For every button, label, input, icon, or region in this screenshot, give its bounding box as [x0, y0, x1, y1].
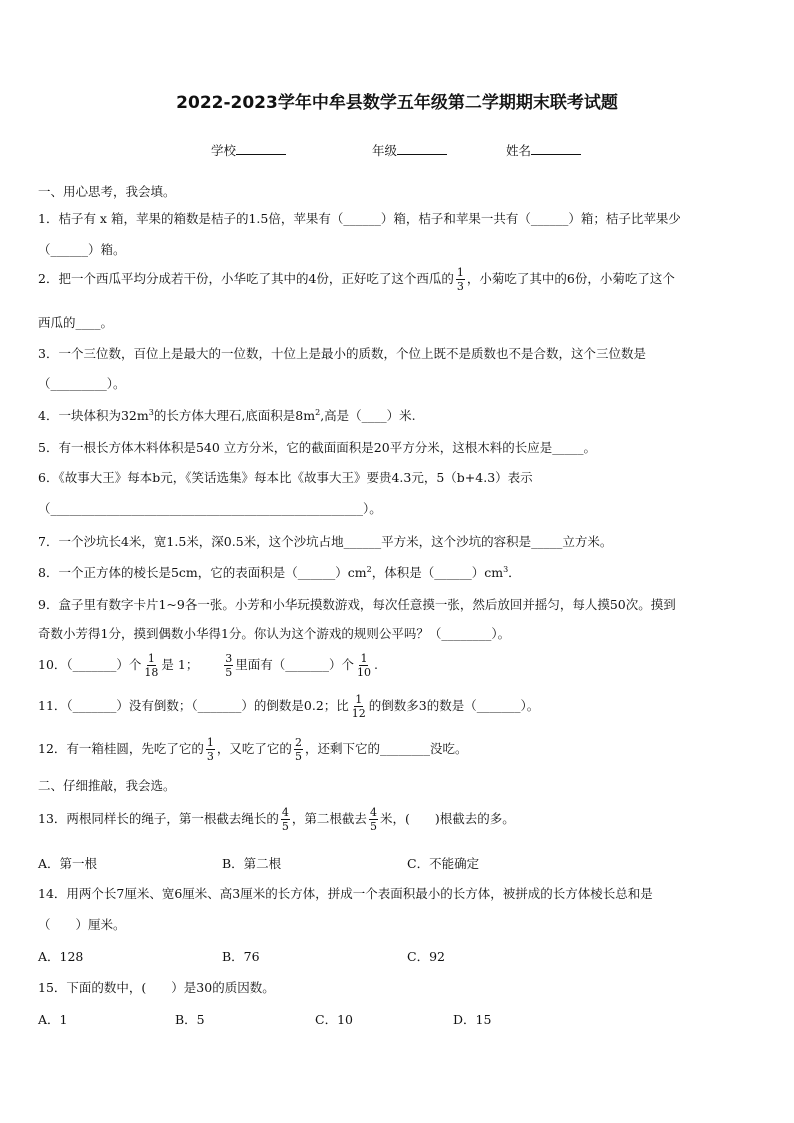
q6-line1: 6．《故事大王》每本b元，《笑话选集》每本比《故事大王》要贵4.3元，5（b+4.3）表示 [38, 470, 533, 485]
q12-line [38, 736, 467, 763]
q10-fraction-2 [224, 652, 233, 679]
grade-blank[interactable] [397, 142, 447, 155]
q13-f1-num: 4 [281, 806, 289, 819]
q10-f3-den: 10 [356, 666, 371, 679]
q8-text-mid: ，体积是（______）cm [371, 565, 504, 580]
name-field [506, 141, 581, 159]
q8-text-pre: 8．一个正方体的棱长是5cm，它的表面积是（______）cm [38, 565, 367, 580]
school-blank[interactable] [236, 142, 286, 155]
q10-line [38, 652, 378, 679]
q4-text-post: ,高是（____）米. [320, 408, 416, 423]
q14-option-c[interactable]: C．92 [407, 949, 445, 964]
q12-text-c: ，还剩下它的________没吃。 [304, 741, 468, 756]
q5-line: 5．有一根长方体木料体积是540 立方分米，它的截面面积是20平方分米，这根木料的长应是_____。 [38, 440, 596, 455]
q11-text-b: 的倒数多3的数是（_______）。 [368, 698, 540, 713]
q10-f1-num: 1 [147, 652, 155, 665]
q12-f2-num: 2 [294, 736, 302, 749]
q4-sup1: 3 [148, 407, 154, 417]
q3-line2: （_________）。 [38, 376, 126, 391]
q14-line2: （ ）厘米。 [38, 917, 126, 932]
q10-f2-num: 3 [225, 652, 233, 665]
q15-line: 15．下面的数中，( ）是30的质因数。 [38, 980, 275, 995]
q2-text-pre: 2．把一个西瓜平均分成若干份，小华吃了其中的4份，正好吃了这个西瓜的 [38, 271, 454, 286]
q13-option-a[interactable]: A．第一根 [38, 856, 98, 871]
grade-field [372, 141, 447, 159]
q12-f1-den: 3 [206, 750, 214, 763]
q14-option-a[interactable]: A．128 [38, 949, 84, 964]
section1-heading: 一、用心思考，我会填。 [38, 184, 176, 199]
q10-text-d: . [373, 657, 378, 672]
q11-line [38, 693, 539, 720]
q13-option-b[interactable]: B．第二根 [222, 856, 282, 871]
name-blank[interactable] [531, 142, 581, 155]
q2-text-post: ，小菊吃了其中的6份，小菊吃了这个 [466, 271, 675, 286]
q13-text-a: 13．两根同样长的绳子，第一根截去绳长的 [38, 811, 279, 826]
q10-f2-den: 5 [225, 666, 233, 679]
q12-text-b: ，又吃了它的 [216, 741, 292, 756]
q2-line1 [38, 266, 675, 293]
name-label: 姓名 [506, 143, 532, 158]
q13-text-b: ，第二根截去 [291, 811, 367, 826]
q14-line1: 14．用两个长7厘米、宽6厘米、高3厘米的长方体，拼成一个表面积最小的长方体，被拼成的长方体棱长总和是 [38, 886, 653, 901]
q2-frac-den: 3 [456, 280, 464, 293]
q10-f1-den: 18 [144, 666, 159, 679]
q15-option-a[interactable]: A．1 [38, 1012, 68, 1027]
q8-text-post: ． [508, 565, 521, 580]
q13-f2-den: 5 [369, 820, 377, 833]
q13-line [38, 806, 515, 833]
q12-f1-num: 1 [206, 736, 214, 749]
q8-line [38, 563, 521, 581]
q12-fraction-2 [294, 736, 303, 763]
q14-option-b[interactable]: B．76 [222, 949, 260, 964]
q12-fraction-1 [206, 736, 215, 763]
q7-line: 7．一个沙坑长4米，宽1.5米，深0.5米，这个沙坑占地______平方米，这个沙坑的容积是_____立方米。 [38, 534, 613, 549]
q13-fraction-2 [369, 806, 378, 833]
school-field [211, 141, 286, 159]
q13-f2-num: 4 [369, 806, 377, 819]
q10-fraction-1 [143, 652, 159, 679]
q12-f2-den: 5 [294, 750, 302, 763]
section2-heading: 二、仔细推敲，我会选。 [38, 778, 176, 793]
q2-line2: 西瓜的____。 [38, 315, 114, 330]
q4-sup2: 2 [315, 407, 321, 417]
q2-frac-num: 1 [456, 266, 464, 279]
q12-text-a: 12．有一箱桂圆，先吃了它的 [38, 741, 204, 756]
q10-text-b: 是 1； [161, 657, 199, 672]
q11-fraction [351, 693, 367, 720]
q10-text-a: 10．（_______）个 [38, 657, 142, 672]
q6-line2: （__________________________________________________）。 [38, 501, 382, 516]
q13-text-c: 米，( )根截去的多。 [379, 811, 515, 826]
q10-text-c: 里面有（_______）个 [235, 657, 354, 672]
q9-line1: 9．盒子里有数字卡片1~9各一张。小芳和小华玩摸数游戏，每次任意摸一张，然后放回并摇匀，每人摸50次。摸到 [38, 597, 676, 612]
q9-line2: 奇数小芳得1分，摸到偶数小华得1分。你认为这个游戏的规则公平吗？（________）。 [38, 626, 511, 641]
q13-f1-den: 5 [281, 820, 289, 833]
q8-sup1: 2 [366, 564, 372, 574]
q4-text-mid: 的长方体大理石,底面积是8m [153, 408, 316, 423]
q11-f-num: 1 [355, 693, 363, 706]
q3-line1: 3．一个三位数，百位上是最大的一位数，十位上是最小的质数，个位上既不是质数也不是合数，这个三位数是 [38, 346, 646, 361]
q15-option-c[interactable]: C．10 [315, 1012, 353, 1027]
q10-fraction-3 [356, 652, 372, 679]
q1-line2: （______）箱。 [38, 242, 126, 257]
q10-f3-num: 1 [360, 652, 368, 665]
q13-fraction-1 [281, 806, 290, 833]
q11-f-den: 12 [351, 707, 366, 720]
q4-line [38, 406, 416, 424]
q1-line1: 1．桔子有 x 箱，苹果的箱数是桔子的1.5倍，苹果有（______）箱，桔子和苹果一共有（______）箱；桔子比苹果少 [38, 211, 681, 226]
q13-option-c[interactable]: C．不能确定 [407, 856, 480, 871]
q4-text-pre: 4．一块体积为32m [38, 408, 149, 423]
q2-fraction [456, 266, 465, 293]
q11-text-a: 11．（_______）没有倒数；（_______）的倒数是0.2；比 [38, 698, 349, 713]
q15-option-b[interactable]: B．5 [175, 1012, 205, 1027]
page-title: 2022-2023学年中牟县数学五年级第二学期期末联考试题 [176, 93, 618, 113]
q8-sup2: 3 [503, 564, 509, 574]
school-label: 学校 [211, 143, 237, 158]
grade-label: 年级 [372, 143, 398, 158]
q15-option-d[interactable]: D．15 [453, 1012, 492, 1027]
